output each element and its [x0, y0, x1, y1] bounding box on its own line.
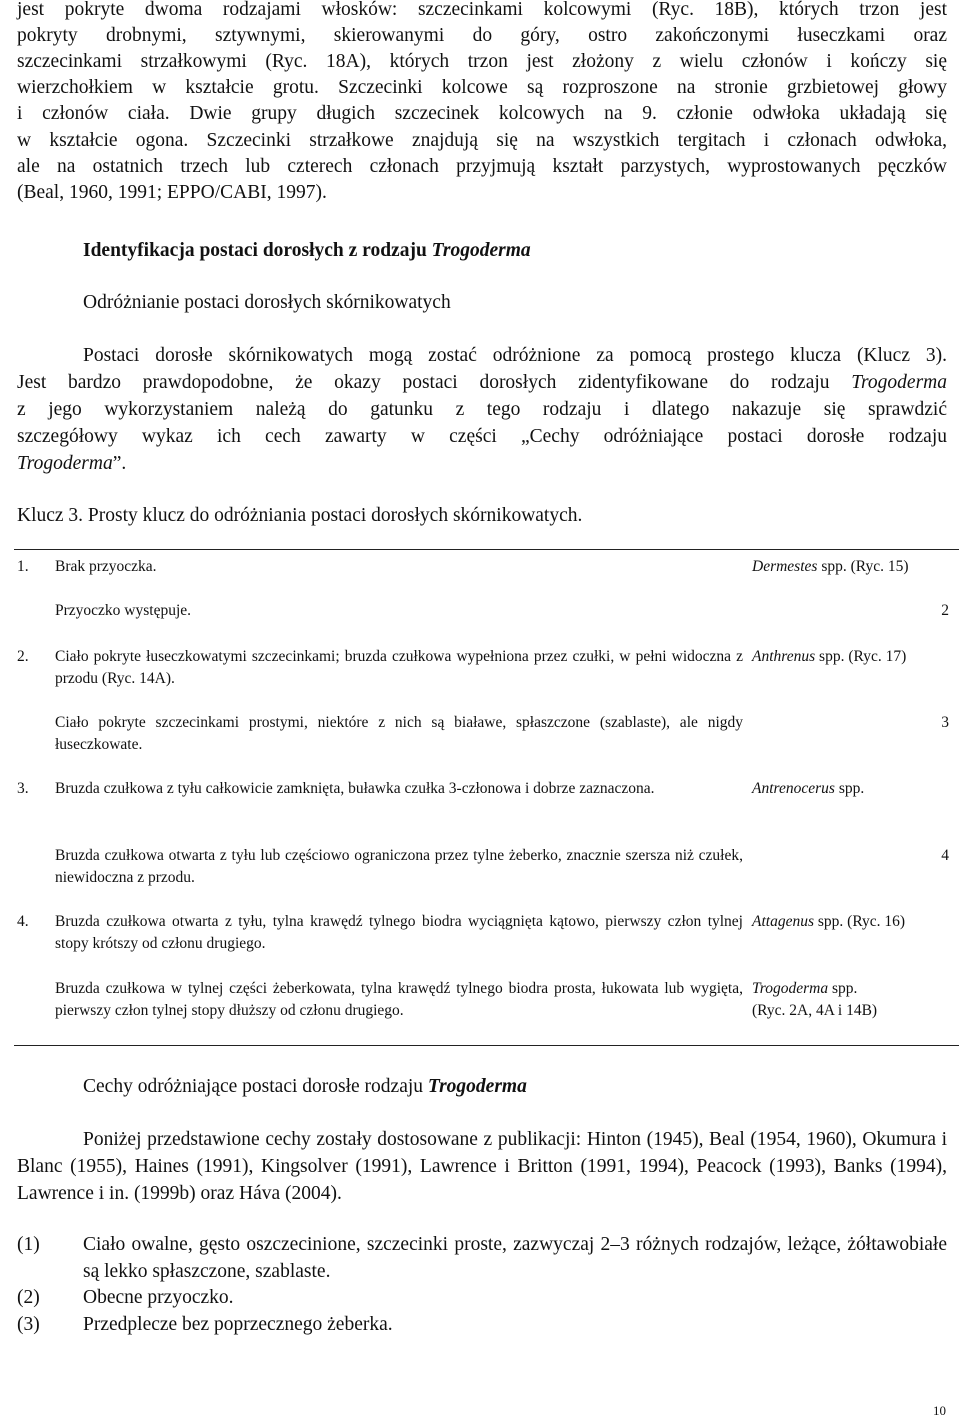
intro-line: w kształcie ogona. Szczecinki strzałkowe znajdują się na wszystkich tergitach i członach odwłoka, — [17, 130, 947, 151]
key-result: Trogoderma spp. (Ryc. 2A, 4A i 14B) — [752, 980, 878, 1019]
feature-text: Obecne przyoczko. — [83, 1287, 234, 1308]
key-text: Ciało pokryte łuseczkowatymi szczecinkami; bruzda czułkowa wypełniona przez czułki, w pełni widoczna z przodu (Ryc. 14A). — [55, 648, 743, 687]
key-number: 3. — [17, 780, 29, 797]
intro-line: i członów ciała. Dwie grupy długich szczecinek kolcowych na 9. członie odwłoka układają się — [17, 103, 947, 124]
feature-number: (3) — [17, 1313, 40, 1335]
intro-line: (Beal, 1960, 1991; EPPO/CABI, 1997). — [17, 182, 327, 203]
key-result: Anthrenus spp. (Ryc. 17) — [752, 648, 907, 665]
section-heading: Identyfikacja postaci dorosłych z rodzaju Trogoderma — [83, 240, 531, 261]
intro-line: pokryty drobnymi, sztywnymi, skierowanymi do góry, ostro zakończonymi łuseczkami oraz — [17, 25, 947, 46]
key-number: 2. — [17, 648, 29, 665]
page-number: 10 — [933, 1403, 946, 1418]
subheading: Odróżnianie postaci dorosłych skórnikowatych — [83, 292, 451, 313]
key-title: Klucz 3. Prosty klucz do odróżniania postaci dorosłych skórnikowatych. — [17, 505, 583, 526]
key-text: Ciało pokryte szczecinkami prostymi, niektóre z nich są białawe, spłaszczone (szablaste), ale nigdy łuseczkowate. — [55, 714, 743, 753]
intro-line: jest pokryte dwoma rodzajami włosków: szczecinkami kolcowymi (Ryc. 18B), których trzon jest — [17, 0, 947, 20]
feature-text: Przedplecze bez poprzecznego żeberka. — [83, 1313, 393, 1335]
key-lead: 3 — [941, 714, 949, 731]
features-intro: Poniżej przedstawione cechy zostały dostosowane z publikacji: Hinton (1945), Beal (1954, 1960), Okumura i Blanc (1955), Haines (1991), Kingsolver (1991), Lawrence i Britton (1991, 1994), Peacock (1993), Banks (1994), Lawrence i in. (1999b) oraz Háva (2004). — [17, 1129, 947, 1204]
key-result: Dermestes spp. (Ryc. 15) — [752, 558, 909, 575]
intro-line: wierzchołkiem w kształcie grotu. Szczecinki kolcowe są rozproszone na stronie grzbietowej głowy — [17, 77, 947, 98]
table-top-rule — [14, 549, 959, 550]
table-bottom-rule — [14, 1045, 959, 1046]
body-line: Postaci dorosłe skórnikowatych mogą zostać odróżnione za pomocą prostego klucza (Klucz 3). — [83, 345, 947, 366]
key-text: Przyoczko występuje. — [55, 602, 192, 619]
body-line: Trogoderma”. — [17, 453, 127, 474]
key-text: Bruzda czułkowa otwarta z tyłu lub częściowo ograniczona przez tylne żeberko, znacznie szersza niż czułek, niewidoczna z przodu. — [55, 847, 743, 886]
feature-number: (2) — [17, 1287, 40, 1308]
feature-item — [17, 1232, 947, 1285]
intro-line: szczecinkami strzałkowymi (Ryc. 18A), których trzon jest złożony z wielu członów i kończy się — [17, 51, 947, 72]
key-text: Bruzda czułkowa z tyłu całkowicie zamknięta, buławka czułka 3-członowa i dobrze zaznaczona. — [55, 780, 655, 797]
features-list — [17, 1232, 947, 1338]
feature-item — [17, 1312, 947, 1339]
key-number: 1. — [17, 558, 29, 575]
key-lead: 4 — [941, 847, 949, 864]
body-line: Jest bardzo prawdopodobne, że okazy postaci dorosłych zidentyfikowane do rodzaju Trogoderma — [17, 372, 947, 393]
key-text: Bruzda czułkowa w tylnej części żeberkowata, tylna krawędź tylnego biodra prosta, łukowata lub wygięta, pierwszy człon tylnej stopy dłuższy od członu drugiego. — [55, 980, 743, 1019]
features-heading: Cechy odróżniające postaci dorosłe rodzaju Trogoderma — [83, 1076, 527, 1097]
key-lead: 2 — [941, 602, 949, 619]
feature-text: Ciało owalne, gęsto oszczecinione, szczecinki proste, zazwyczaj 2–3 różnych rodzajów, leżące, żółtawobiałe są lekko spłaszczone, szablaste. — [83, 1234, 947, 1282]
key-text: Bruzda czułkowa otwarta z tyłu, tylna krawędź tylnego biodra wyciągnięta kątowo, pierwszy człon tylnej stopy krótszy od członu drugiego. — [55, 913, 743, 952]
body-line: z jego wykorzystaniem należą do gatunku z tego rodzaju i dlatego nakazuje się sprawdzić — [17, 399, 947, 420]
key-text: Brak przyoczka. — [55, 558, 157, 575]
key-result: Antrenocerus spp. — [752, 780, 865, 797]
feature-number: (1) — [17, 1234, 40, 1255]
feature-item — [17, 1285, 947, 1312]
body-line: szczegółowy wykaz ich cech zawarty w części „Cechy odróżniające postaci dorosłe rodzaju — [17, 426, 947, 447]
intro-line: ale na ostatnich trzech lub czterech członach przyjmują kształt parzystych, wyprostowanych pęczków — [17, 156, 947, 177]
key-number: 4. — [17, 913, 29, 930]
key-result: Attagenus spp. (Ryc. 16) — [752, 913, 906, 930]
